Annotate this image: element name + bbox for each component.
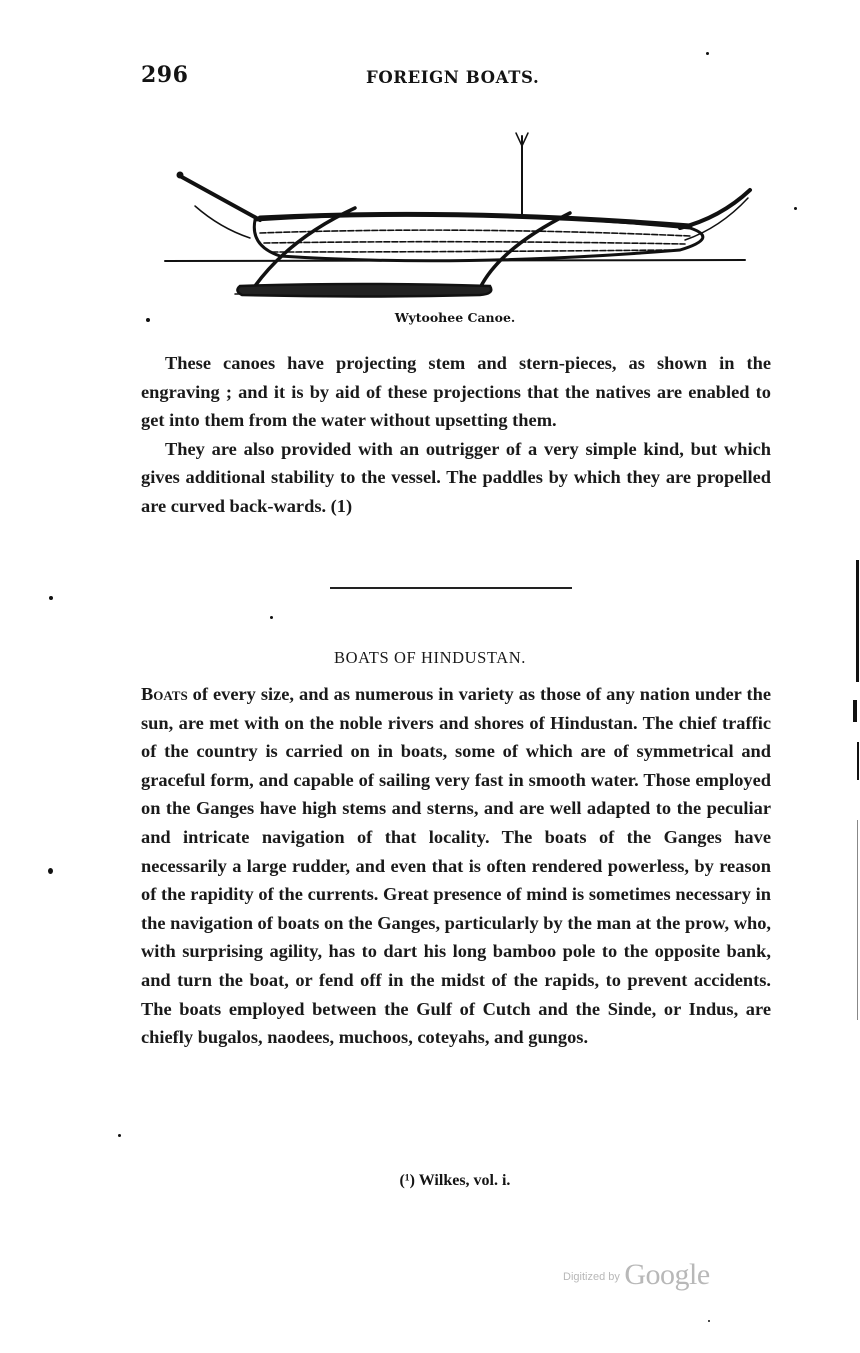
scan-speck: [49, 596, 53, 600]
paragraph: They are also provided with an outrigger of a very simple kind, but which gives additional stability to the vessel. The paddles by which they are propelled are curved back-wards. (1): [141, 438, 771, 516]
running-title: FOREIGN BOATS.: [366, 68, 540, 87]
figure-caption: Wytoohee Canoe.: [394, 310, 516, 325]
canoe-description: [141, 349, 771, 521]
scan-speck: [118, 1134, 121, 1137]
page-edge-mark: [856, 560, 859, 682]
lead-word: Boats: [141, 684, 188, 704]
hindustan-body: [141, 680, 771, 1052]
google-logo: Google: [624, 1258, 710, 1291]
canoe-illustration: [160, 128, 760, 308]
scan-speck: [146, 318, 150, 322]
page-edge-mark: [853, 700, 857, 722]
watermark-prefix: Digitized by: [563, 1271, 620, 1283]
scan-speck: [48, 868, 53, 874]
scan-speck: [706, 52, 709, 55]
canoe-engraving-icon: [160, 128, 760, 308]
paragraph: [141, 680, 771, 1052]
page-edge-mark: [857, 742, 859, 780]
paragraph: These canoes have projecting stem and stern-pieces, as shown in the engraving ; and it is by aid of these projections that the natives are enabled to get into them from the water without upsetting them.: [141, 353, 771, 431]
scan-speck: [794, 207, 797, 210]
scan-speck: [270, 616, 273, 619]
footnote: (¹) Wilkes, vol. i.: [399, 1172, 511, 1189]
page-number: 296: [141, 62, 189, 88]
digitized-watermark: [563, 1258, 710, 1292]
page-edge-mark: [857, 820, 858, 1020]
paragraph-body: of every size, and as numerous in variety as those of any nation under the sun, are met with on the noble rivers and shores of Hindustan. The chief traffic of the country is carried on in boats, some of which are of symmetrical and graceful form, and capable of sailing very fast in smooth water. Those employed on the Ganges have high stems and sterns, and are well adapted to the peculiar and intricate navigation of that locality. The boats of the Ganges have necessarily a large rudder, and even that is often rendered powerless, by reason of the rapidity of the currents. Great presence of mind is sometimes necessary in the navigation of boats on the Ganges, particularly by the man at the prow, who, with surprising agility, has to dart his long bamboo pole to the opposite bank, and turn the boat, or fend off in the midst of the rapids, to prevent accidents. The boats employed between the Gulf of Cutch and the Sinde, or Indus, are chiefly bugalos, naodees, muchoos, coteyahs, and gungos.: [141, 684, 771, 1048]
scan-speck: [708, 1320, 710, 1322]
section-divider: [330, 587, 572, 589]
section-title: BOATS OF HINDUSTAN.: [333, 648, 527, 667]
